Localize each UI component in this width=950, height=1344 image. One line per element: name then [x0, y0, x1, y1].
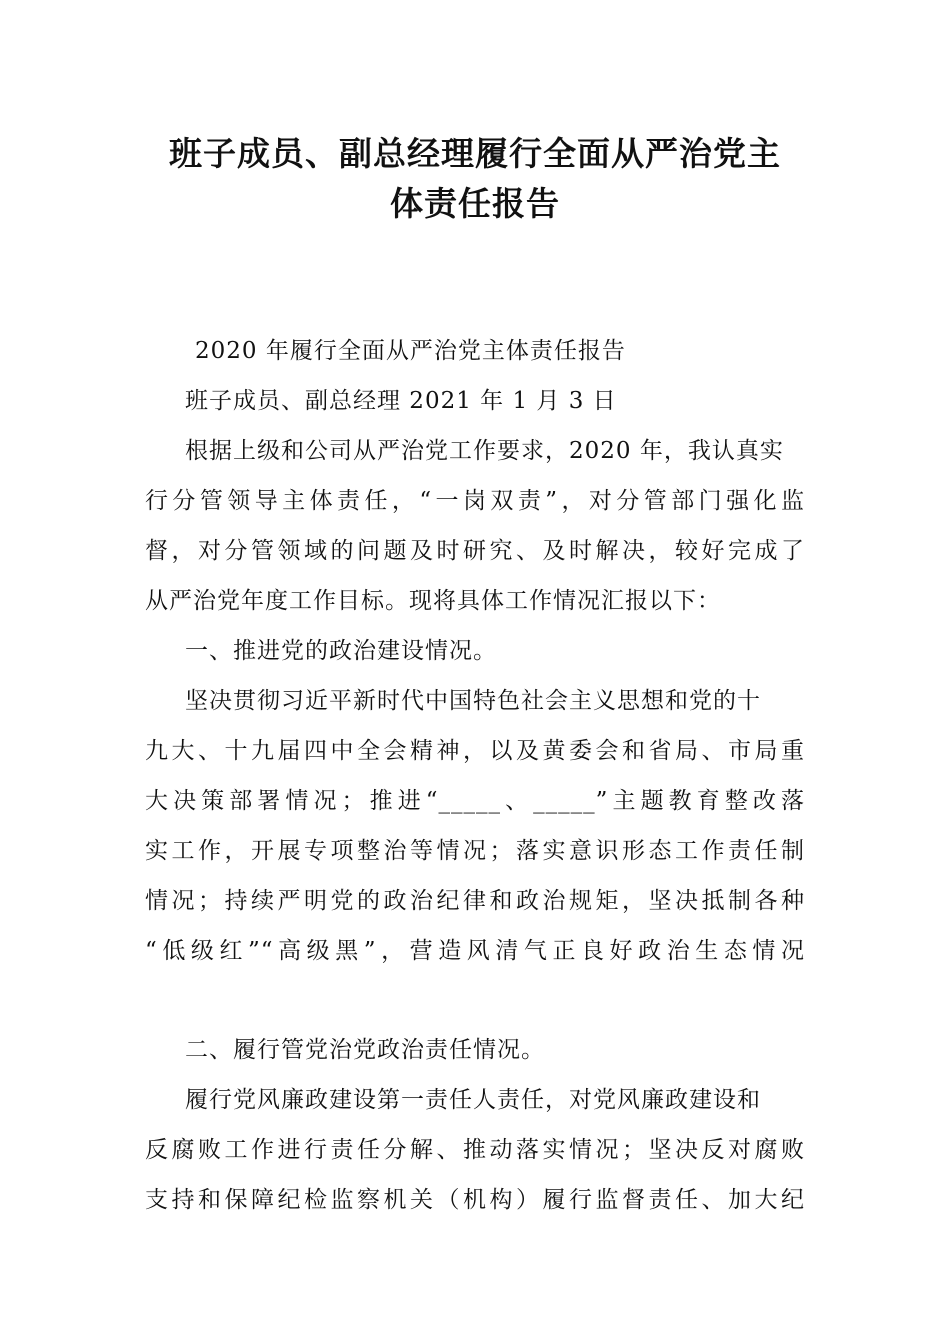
paragraph-line: 坚决贯彻习近平新时代中国特色社会主义思想和党的十 — [185, 688, 761, 714]
paragraph-line: 大决策部署情况；推进“_____、_____”主题教育整改落 — [145, 788, 805, 814]
section-heading-2: 二、履行管党治党政治责任情况。 — [185, 1037, 545, 1063]
document-title-line-1: 班子成员、副总经理履行全面从严治党主 — [169, 134, 781, 173]
section-heading-1: 一、推进党的政治建设情况。 — [185, 638, 497, 664]
paragraph-line: 从严治党年度工作目标。现将具体工作情况汇报以下： — [145, 588, 721, 614]
document-title-line-2: 体责任报告 — [390, 184, 560, 223]
paragraph-line: 根据上级和公司从严治党工作要求，2020 年，我认真实 — [185, 438, 784, 464]
paragraph-line: 行分管领导主体责任，“一岗双责”，对分管部门强化监 — [145, 488, 805, 514]
paragraph-line: 支持和保障纪检监察机关（机构）履行监督责任、加大纪 — [145, 1187, 805, 1213]
paragraph-line: 实工作，开展专项整治等情况；落实意识形态工作责任制 — [145, 838, 805, 864]
paragraph-line: “低级红”“高级黑”，营造风清气正良好政治生态情况 — [145, 938, 805, 964]
paragraph-line: 履行党风廉政建设第一责任人责任，对党风廉政建设和 — [185, 1087, 761, 1113]
report-author-date: 班子成员、副总经理 2021 年 1 月 3 日 — [185, 388, 617, 414]
paragraph-line: 九大、十九届四中全会精神，以及黄委会和省局、市局重 — [145, 738, 805, 764]
paragraph-line: 情况；持续严明党的政治纪律和政治规矩，坚决抵制各种 — [145, 888, 805, 914]
paragraph-line: 督，对分管领域的问题及时研究、及时解决，较好完成了 — [145, 538, 805, 564]
paragraph-line: 反腐败工作进行责任分解、推动落实情况；坚决反对腐败 — [145, 1137, 805, 1163]
report-subtitle: 2020 年履行全面从严治党主体责任报告 — [195, 338, 626, 364]
